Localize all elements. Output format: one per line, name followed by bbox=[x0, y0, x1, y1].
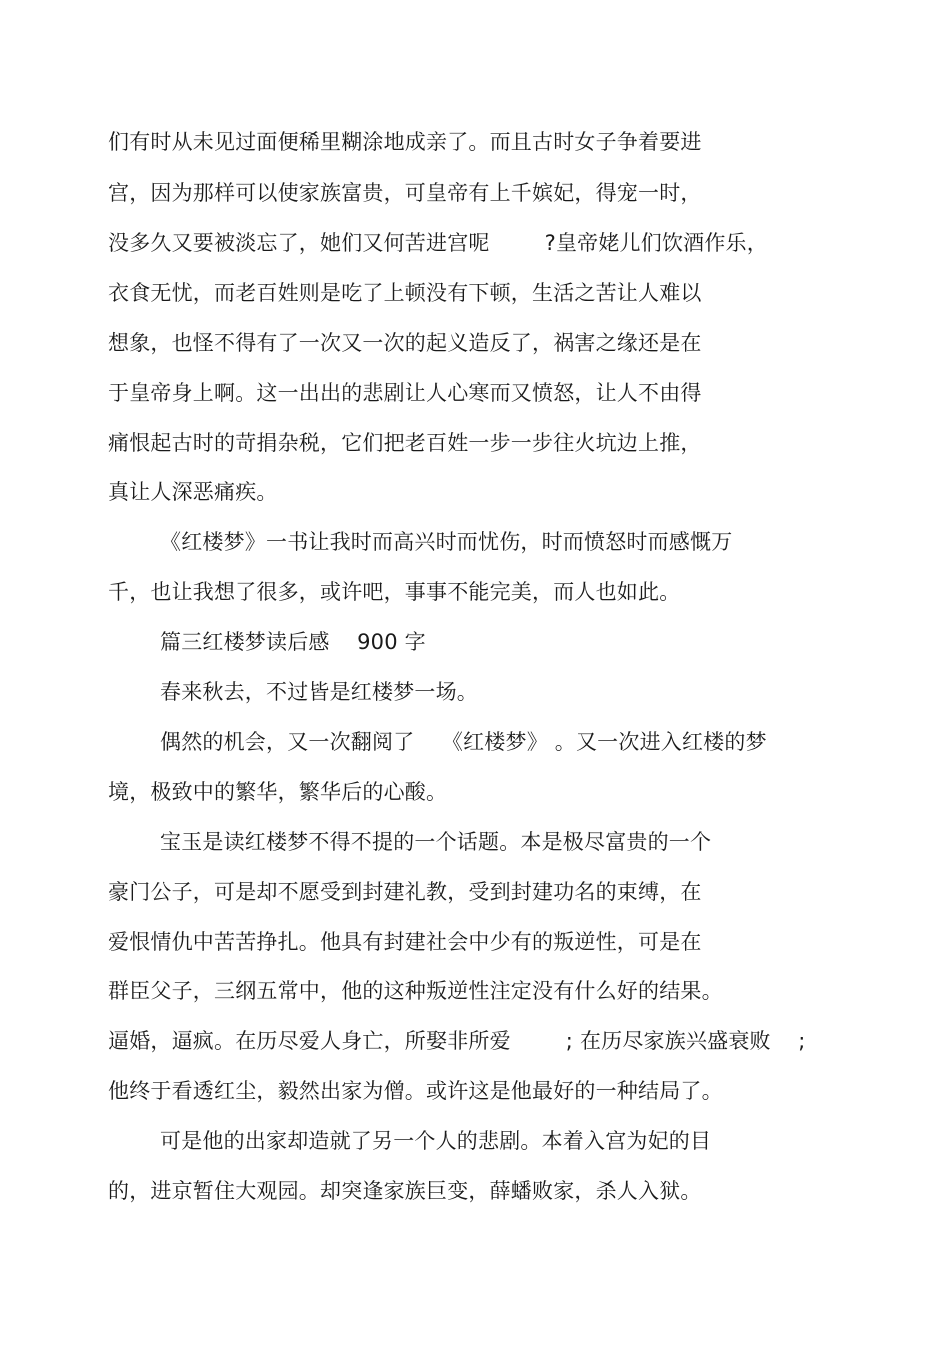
paragraph-start-line: 宝玉是读红楼梦不得不提的一个话题。本是极尽富贵的一个 bbox=[160, 830, 712, 854]
text-line: 想象，也怪不得有了一次又一次的起义造反了，祸害之缘还是在 bbox=[108, 331, 702, 355]
text-line: 衣食无忧，而老百姓则是吃了上顿没有下顿，生活之苦让人难以 bbox=[108, 281, 702, 305]
text-line: 于皇帝身上啊。这一出出的悲剧让人心寒而又愤怒，让人不由得 bbox=[108, 381, 702, 405]
text-line: 群臣父子，三纲五常中，他的这种叛逆性注定没有什么好的结果。 bbox=[108, 979, 723, 1003]
text-line: 宫，因为那样可以使家族富贵，可皇帝有上千嫔妃，得宠一时， bbox=[108, 181, 702, 205]
paragraph-start-line: 可是他的出家却造就了另一个人的悲剧。本着入宫为妃的目 bbox=[160, 1129, 712, 1153]
text-line: 境，极致中的繁华，繁华后的心酸。 bbox=[108, 780, 448, 804]
paragraph-start-line: 春来秋去，不过皆是红楼梦一场。 bbox=[160, 680, 478, 704]
paragraph-start-line: 《红楼梦》一书让我时而高兴时而忧伤，时而愤怒时而感慨万 bbox=[160, 530, 733, 554]
text-line: 他终于看透红尘，毅然出家为僧。或许这是他最好的一种结局了。 bbox=[108, 1079, 723, 1103]
text-line: 爱恨情仇中苦苦挣扎。他具有封建社会中少有的叛逆性，可是在 bbox=[108, 930, 702, 954]
text-line: 没多久又要被淡忘了，她们又何苦进宫呢 ?皇帝姥儿们饮酒作乐， bbox=[108, 231, 768, 255]
text-line: 们有时从未见过面便稀里糊涂地成亲了。而且古时女子争着要进 bbox=[108, 130, 702, 154]
section-heading: 篇三红楼梦读后感 900 字 bbox=[160, 630, 426, 654]
text-line: 千，也让我想了很多，或许吧，事事不能完美，而人也如此。 bbox=[108, 580, 681, 604]
paragraph-start-line: 偶然的机会，又一次翻阅了 《红楼梦》 。又一次进入红楼的梦 bbox=[160, 730, 767, 754]
text-line: 逼婚，逼疯。在历尽爱人身亡，所娶非所爱 ; 在历尽家族兴盛衰败 ; bbox=[108, 1029, 806, 1053]
text-line: 的，进京暂住大观园。却突逢家族巨变，薛蟠败家，杀人入狱。 bbox=[108, 1179, 702, 1203]
text-line: 豪门公子，可是却不愿受到封建礼教，受到封建功名的束缚，在 bbox=[108, 880, 702, 904]
text-line: 痛恨起古时的苛捐杂税，它们把老百姓一步一步往火坑边上推， bbox=[108, 431, 702, 455]
text-line: 真让人深恶痛疾。 bbox=[108, 480, 278, 504]
